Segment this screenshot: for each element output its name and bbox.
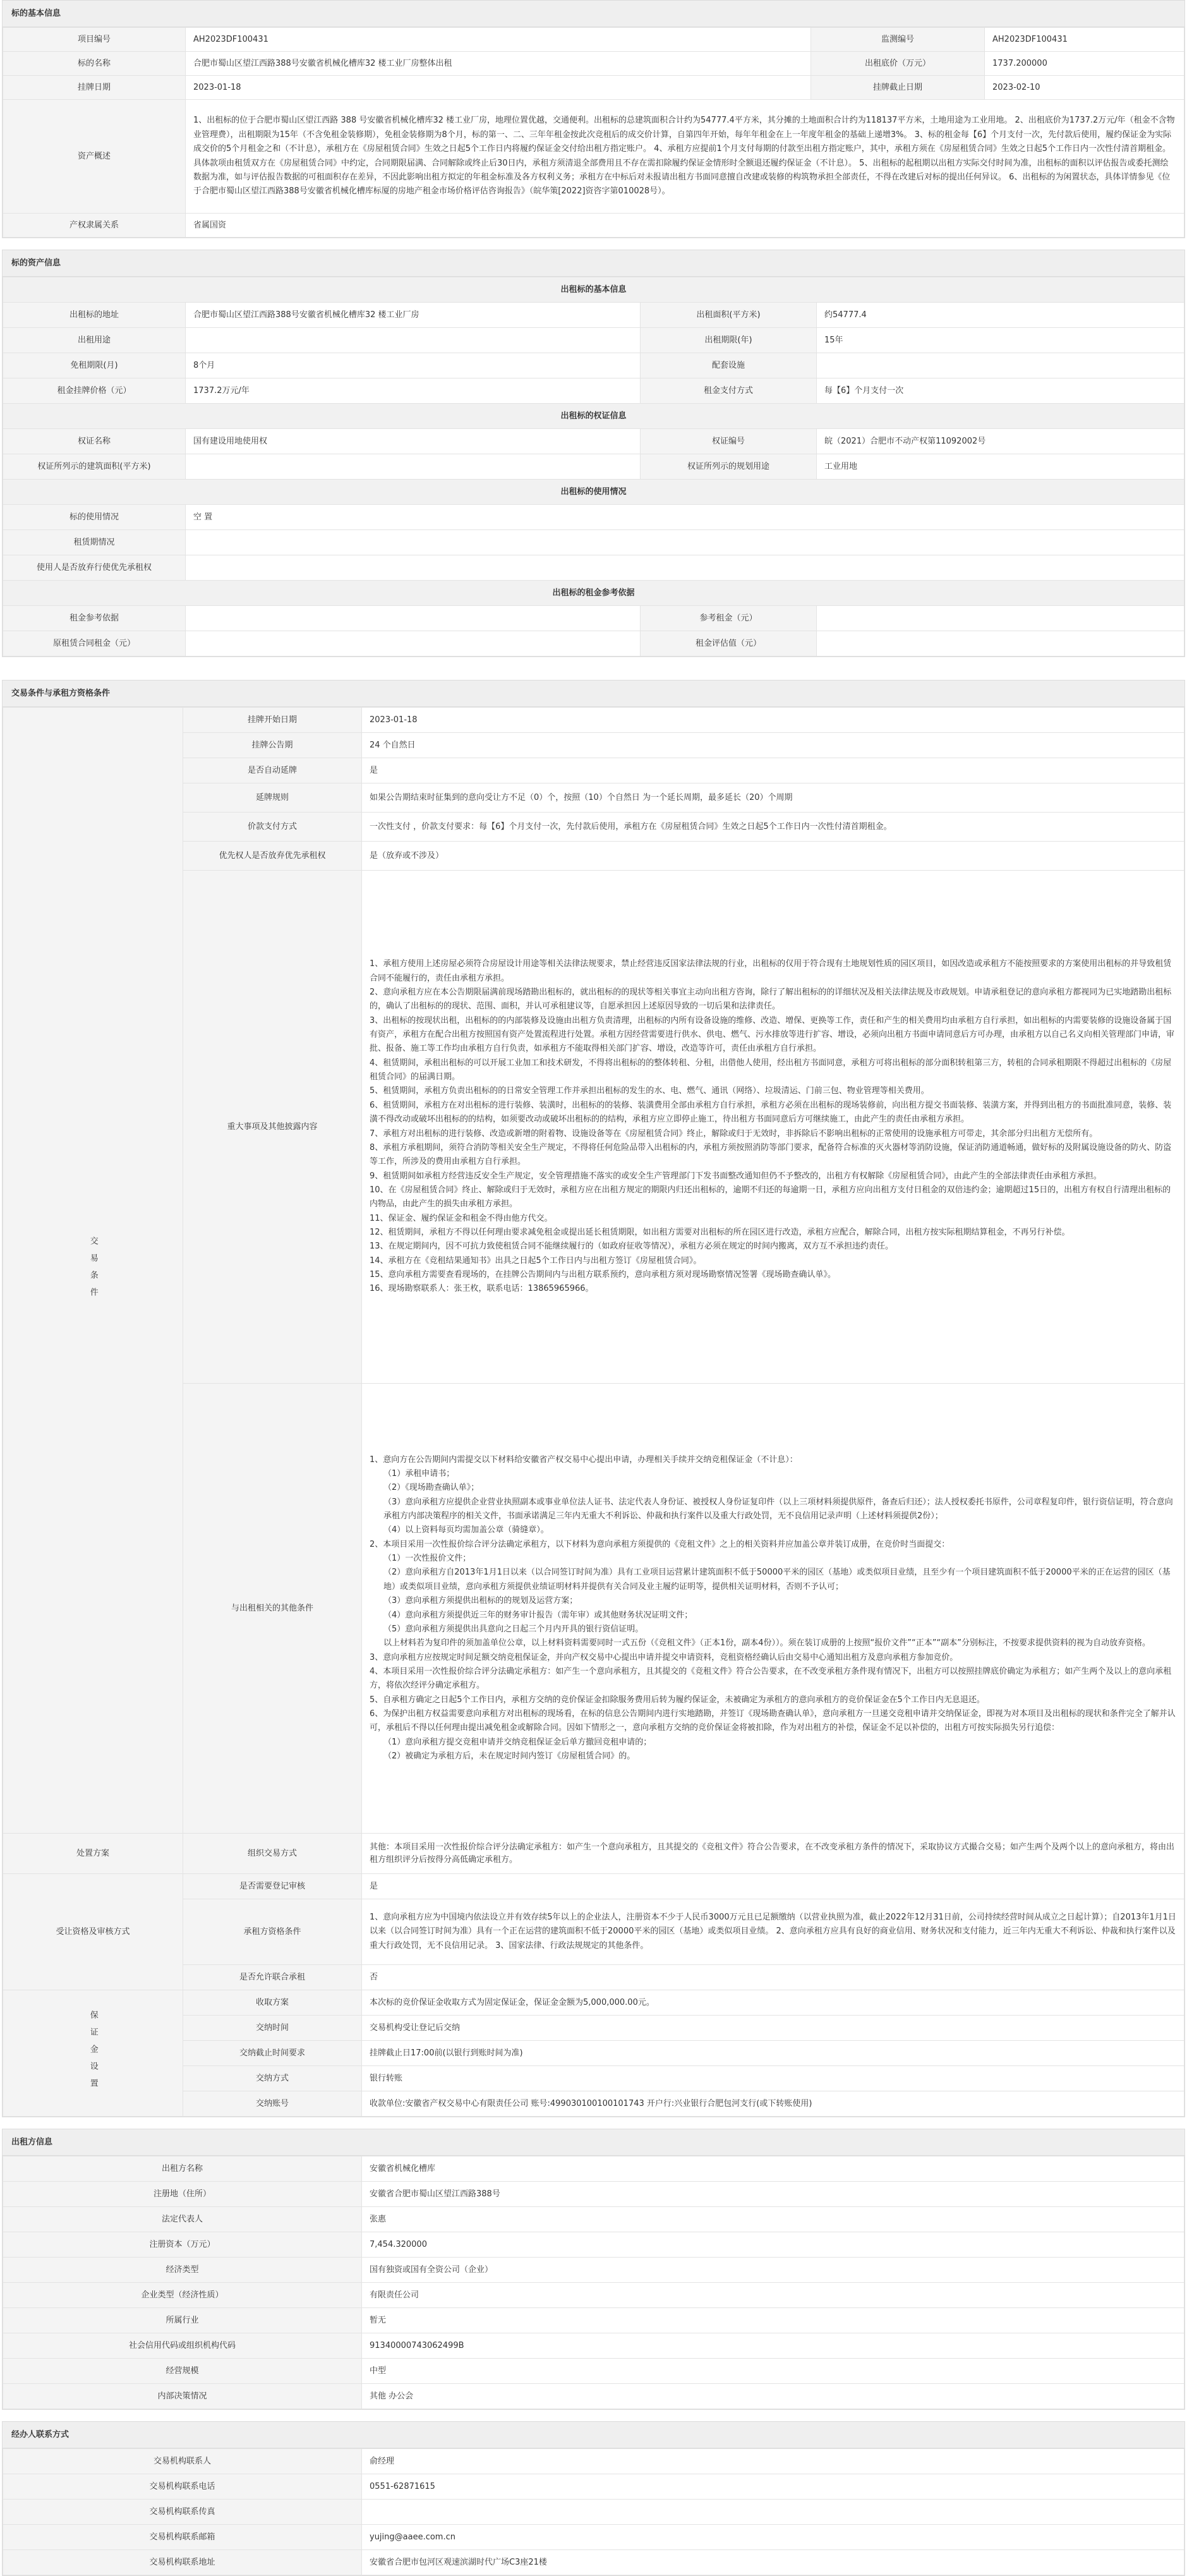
lease-status-label: 租赁期情况: [3, 530, 186, 555]
eval-rent-label: 租金评估值（元）: [641, 631, 817, 656]
use-status-value: 空 置: [186, 505, 1184, 530]
eval-rent-value: [817, 631, 1184, 656]
registered-address-label: 注册地（住所）: [3, 2182, 362, 2207]
listing-end-label: 挂牌截止日期: [811, 76, 985, 100]
orig-rent-value: [186, 631, 641, 656]
contact-section: [2, 2421, 1185, 2576]
decision-value: 其他 办公会: [362, 2384, 1184, 2409]
overview-label: 资产概述: [3, 100, 186, 214]
guarantee-label: 保证金设置: [3, 1990, 183, 2117]
cert-name-label: 权证名称: [3, 429, 186, 454]
legal-rep-value: 张惠: [362, 2207, 1184, 2232]
contact-email-label: 交易机构联系邮箱: [3, 2525, 362, 2550]
lessee-condition-value: 1、意向承租方应为中国境内依法设立并有效存续5年以上的企业法人，注册资本不少于人民币3000万元且已足额缴纳（以营业执照为准，截止2022年12月31日前，公司持续经营时间从成立之日起计算）；自2013年1月1日以来（以合同签订时间为准）具有一个正在运营的建筑面积不低于20000平米的园区（基地）或类似项目业绩。 2、意向承租方应具有良好的商业信用、财务状况和支付能力，近三年内无重大不利诉讼、仲裁和执行案件以及重大行政处罚，无不良信用记录。 3、国家法律、行政法规规定的其他条件。: [362, 1899, 1184, 1965]
asset-info-section: [2, 250, 1185, 657]
registration-label: 是否需要登记审核: [183, 1874, 362, 1899]
section-title: 标的资产信息: [3, 250, 1184, 277]
listing-date-label: 挂牌日期: [3, 76, 186, 100]
joint-lease-label: 是否允许联合承租: [183, 1965, 362, 1990]
subheader-cert: 出租标的权证信息: [3, 404, 1184, 429]
usage-label: 出租用途: [3, 328, 186, 353]
rent-price-label: 租金挂牌价格（元）: [3, 378, 186, 404]
cert-area-value: [186, 454, 641, 480]
extend-rule-label: 延牌规则: [183, 783, 362, 813]
basic-info-section: [2, 0, 1185, 238]
economic-type-value: 国有独资或国有全资公司（企业）: [362, 2258, 1184, 2283]
term-label: 出租期限(年): [641, 328, 817, 353]
cert-no-value: 皖（2021）合肥市不动产权第11092002号: [817, 429, 1184, 454]
section-title: 交易条件与承租方资格条件: [3, 680, 1184, 707]
base-price-value: 1737.200000: [985, 52, 1184, 76]
extend-rule-value: 如果公告期结束时征集到的意向受让方不足（0）个，按照（10）个自然日 为一个延长周期，最多延长（20）个周期: [362, 783, 1184, 813]
lease-status-value: [186, 530, 1184, 555]
overview-value: 1、出租标的位于合肥市蜀山区望江西路 388 号安徽省机械化槽库32 楼工业厂房，地理位置优越，交通便利。出租标的总建筑面积合计约为54777.4平方米，其分摊的土地面积合计约为118137平方米，土地用途为工业用地。 2、出租底价为1737.2万元/年（租金不含物业管理费），出租期限为15年（不含免租金装修期），免租金装修期为8个月，标的第一、二、三年年租金按此次竞租后的成交价计算，自第四年开始，每年年租金在上一年度年租金的基础上递增3%。 3、标的租金每【6】个月支付一次，先付款后使用，履约保证金为实际成交价的5个月租金之和（不计息），承租方在《房屋租赁合同》生效之日起5个工作日内将履约保证金交付给出租方指定账户。 4、承租方应提前1个月支付每期的付款至出租方指定账户，其中，承租方须在《房屋租赁合同》生效之日起5个工作日内一次性付清首期租金。具体款项由租赁双方在《房屋租赁合同》中约定，合同期限届满、合同解除或终止后30日内，承租方须清退全部费用且不存在需扣除履约保证金情形时全额退还履约保证金（不计息）。 5、出租标的起租期以出租方实际交付时间为准，出租标的面积以评估报告或委托测绘数据为准，如与评估报告数据的可租面积存在差异，不因此影响出租方拟定的年租金标准及各方权利义务；承租方在中标后对未报请出租方书面同意擅自改建或装修的构筑物承担全部责任，不得在改建后对标的提出任何异议。 6、出租标的为闲置状态，具体详情参见《位于合肥市蜀山区望江西路388号安徽省机械化槽库标厦的房地产租金市场价格评估咨询报告》（皖华策[2022]资咨字第010028号）。: [186, 100, 1184, 214]
registration-value: 是: [362, 1874, 1184, 1899]
auto-extend-label: 是否自动延牌: [183, 758, 362, 783]
free-period-value: 8个月: [186, 353, 641, 378]
rent-payment-value: 每【6】个月支付一次: [817, 378, 1184, 404]
subheader-usage: 出租标的使用情况: [3, 480, 1184, 505]
collect-plan-label: 收取方案: [183, 1990, 362, 2016]
owner-value: 省属国资: [186, 214, 1184, 238]
section-title: 经办人联系方式: [3, 2422, 1184, 2448]
other-conditions-value: 1、意向方在公告期间内需提交以下材料给安徽省产权交易中心提出申请，办理相关手续并交纳竞租保证金（不计息）： （1）承租申请书； （2）《现场勘查确认单》； （3）意向承租方应提供企业营业执照副本或事业单位法人证书、法定代表人身份证、被授权人身份证复印件（以上三项材料须提供原件，备查后归还）；法人授权委托书原件，公司章程复印件，银行资信证明，符合意向承租方内部决策程序的相关文件，书面承诺满足三年内无重大不利诉讼、仲裁和执行案件以及重大行政处罚，无不良信用记录声明（上述材料须提供2份）； （4）以上资料每页均需加盖公章（骑缝章）。 2、本项目采用一次性报价综合评分法确定承租方，以下材料为意向承租方须提供的《竞租文件》之上的相关资料并应加盖公章并装订成册，在竞价时当面提交： （1）一次性报价文件； （2）意向承租方自2013年1月1日以来（以合同签订时间为准）具有工业项目运营累计建筑面积不低于50000平米的园区（基地）或类似项目业绩，且至少有一个项目建筑面积不低于20000平米的正在运营的园区（基地）或类似项目业绩，意向承租方须提供业绩证明材料并提供有关合同及业主履约证明等，提供相关证明材料，否则不予认可； （3）意向承租方须提供出租标的的规划及运营方案； （4）意向承租方须提供近三年的财务审计报告（需年审）或其他财务状况证明文件； （5）意向承租方须提供出具意向之日起三个月内开具的银行资信证明。 以上材料若为复印件的须加盖单位公章，以上材料资料需要同时一式五份（《竞租文件》（正本1份，副本4份））。须在装订成册的上按照“报价文件”“正本”“副本”分别标注，不按要求提供资料的视为自动放弃资格。 3、意向承租方应按规定时间足额交纳竞租保证金，并向产权交易中心提出申请并提交申请资料，竞租资格经确认后由交易中心通知出租方及意向承租方参加竞价。 4、本项目采用一次性报价综合评分法确定承租方：如产生一个意向承租方，且其提交的《竞租文件》符合公告要求，在不改变承租方条件现有情况下，出租方可以按照挂牌底价确定为承租方；如产生两个及以上的意向承租方，将依次经评分确定承租方。 5、自承租方确定之日起5个工作日内，承租方交纳的竞价保证金扣除服务费用后转为履约保证金，未被确定为承租方的意向承租方的竞价保证金在5个工作日内无息退还。 6、为保护出租方权益需要意向承租方对出租标的现场看，在标的信息公告期间内进行实地踏勘，并签订《现场勘查确认单》，意向承租方一旦递交竞租申请并交纳保证金，即视为对本项目及出租标的现状和条件完全了解并认可，承租后不得以任何理由提出减免租金或解除合同。因如下情形之一，意向承租方交纳的竞价保证金将被扣除，作为对出租方的补偿，保证金不足以补偿的，出租方可按实际损失另行追偿： （1）意向承租方提交竞租申请并交纳竞租保证金后单方撤回竞租申请的； （2）被确定为承租方后，未在规定时间内签订《房屋租赁合同》的。: [362, 1384, 1184, 1834]
listing-date-value: 2023-01-18: [186, 76, 811, 100]
org-method-label: 组织交易方式: [183, 1834, 362, 1874]
rent-payment-label: 租金支付方式: [641, 378, 817, 404]
cert-name-value: 国有建设用地使用权: [186, 429, 641, 454]
enterprise-type-value: 有限责任公司: [362, 2283, 1184, 2308]
industry-value: 暂无: [362, 2308, 1184, 2333]
trade-conditions-section: [2, 680, 1185, 2117]
decision-label: 内部决策情况: [3, 2384, 362, 2409]
owner-label: 产权隶属关系: [3, 214, 186, 238]
legal-rep-label: 法定代表人: [3, 2207, 362, 2232]
cert-area-label: 权证所列示的建筑面积(平方米): [3, 454, 186, 480]
contact-phone-value: 0551-62871615: [362, 2474, 1184, 2500]
pay-account-value: 收款单位:安徽省产权交易中心有限责任公司 账号:499030100100101743 开户行:兴业银行合肥包河支行(或下转账使用): [362, 2091, 1184, 2117]
listing-end-value: 2023-02-10: [985, 76, 1184, 100]
lessee-condition-label: 承租方资格条件: [183, 1899, 362, 1965]
pay-way-label: 交纳方式: [183, 2066, 362, 2091]
cert-no-label: 权证编号: [641, 429, 817, 454]
facilities-value: [817, 353, 1184, 378]
use-status-label: 标的使用情况: [3, 505, 186, 530]
project-no-value: AH2023DF100431: [186, 28, 811, 52]
contact-email-value[interactable]: yujing@aaee.com.cn: [362, 2525, 1184, 2550]
rent-price-value: 1737.2万元/年: [186, 378, 641, 404]
contact-person-value: 俞经理: [362, 2449, 1184, 2474]
address-label: 出租标的地址: [3, 303, 186, 328]
user-priority-value: [186, 555, 1184, 581]
monitor-no-value: AH2023DF100431: [985, 28, 1184, 52]
economic-type-label: 经济类型: [3, 2258, 362, 2283]
registered-address-value: 安徽省合肥市蜀山区望江西路388号: [362, 2182, 1184, 2207]
orig-rent-label: 原租赁合同租金（元）: [3, 631, 186, 656]
pay-time-label: 交纳时间: [183, 2016, 362, 2041]
pay-deadline-value: 挂牌截止日17:00前(以银行到账时间为准): [362, 2041, 1184, 2066]
lessor-name-label: 出租方名称: [3, 2156, 362, 2182]
subheader-reference: 出租标的租金参考依据: [3, 581, 1184, 606]
usage-value: [186, 328, 641, 353]
contact-fax-value: [362, 2500, 1184, 2525]
scale-value: 中型: [362, 2359, 1184, 2384]
major-items-label: 重大事项及其他披露内容: [183, 871, 362, 1384]
priority-waive-value: 是（放弃或不涉及）: [362, 842, 1184, 871]
ref-rent-value: [817, 606, 1184, 631]
org-method-value: 其他：本项目采用一次性报价综合评分法确定承租方：如产生一个意向承租方，且其提交的《竞租文件》符合公告要求，在不改变承租方条件的情况下，采取协议方式撮合交易；如产生两个及两个以上的意向承租方，将由出租方组织评分后按得分高低确定承租方。: [362, 1834, 1184, 1874]
joint-lease-value: 否: [362, 1965, 1184, 1990]
period-value: 24 个自然日: [362, 733, 1184, 758]
cert-usage-value: 工业用地: [817, 454, 1184, 480]
collect-plan-value: 本次标的竞价保证金收取方式为固定保证金，保证金金额为5,000,000.00元。: [362, 1990, 1184, 2016]
trade-conditions-label: 交易条件: [3, 708, 183, 1834]
payment-method-label: 价款支付方式: [183, 813, 362, 842]
pay-time-value: 交易机构受让登记后交纳: [362, 2016, 1184, 2041]
subheader-basic: 出租标的基本信息: [3, 277, 1184, 303]
contact-address-value: 安徽省合肥市包河区观速滨湖时代广场C3座21楼: [362, 2550, 1184, 2575]
payment-method-value: 一次性支付 ，价款支付要求：每【6】个月支付一次，先付款后使用，承租方在《房屋租赁合同》生效之日起5个工作日内一次性付清首期租金。: [362, 813, 1184, 842]
lessor-name-value: 安徽省机械化槽库: [362, 2156, 1184, 2182]
address-value: 合肥市蜀山区望江西路388号安徽省机械化槽库32 楼工业厂房: [186, 303, 641, 328]
qualification-label: 受让资格及审核方式: [3, 1874, 183, 1990]
section-title: 标的基本信息: [3, 1, 1184, 27]
user-priority-label: 使用人是否放弃行使优先承租权: [3, 555, 186, 581]
ref-rent-label: 参考租金（元）: [641, 606, 817, 631]
start-date-label: 挂牌开始日期: [183, 708, 362, 733]
monitor-no-label: 监测编号: [811, 28, 985, 52]
pay-account-label: 交纳账号: [183, 2091, 362, 2117]
cert-usage-label: 权证所列示的规划用途: [641, 454, 817, 480]
free-period-label: 免租期限(月): [3, 353, 186, 378]
contact-person-label: 交易机构联系人: [3, 2449, 362, 2474]
section-title: 出租方信息: [3, 2129, 1184, 2156]
contact-address-label: 交易机构联系地址: [3, 2550, 362, 2575]
industry-label: 所属行业: [3, 2308, 362, 2333]
other-conditions-label: 与出租相关的其他条件: [183, 1384, 362, 1834]
auto-extend-value: 是: [362, 758, 1184, 783]
pay-way-value: 银行转账: [362, 2066, 1184, 2091]
major-items-value: 1、承租方使用上述房屋必须符合房屋设计用途等相关法律法规要求，禁止经营违反国家法律法规的行业，出租标的仅用于符合现有土地规划性质的园区项目，如因改造或承租方不能按照要求的方案使用出租标的并导致租赁合同不能履行的，责任由承租方承担。 2、意向承租方应在本公告期限届满前现场踏勘出租标的，就出租标的的现状等相关事宜主动向出租方咨询，除行了解出租标的的详细状况及相关法律法规及市政规划。申请承租登记的意向承租方都视同为已实地踏勘出租标的，确认了出租标的的现状、范围、面积，并认可承租建议等，自愿承担因上述原因导致的一切后果和法律责任。 3、出租标的按现状出租，出租标的的内部装修及设施由出租方负责清理，出租标的内所有设备设施的维修、改造、增保、更换等工作，责任和产生的相关费用均由承租方自行承担，如出租标的内需要装修的设施设备属于国有资产，承租方在配合出租方按照国有资产处置流程进行处置。承租方因经营需要进行供水、供电、燃气、污水排放等进行扩容、增设，必须向出租方书面申请同意后方可办理，由承租方以自己名义向相关管理部门申请，审批、报备、施工等工作均由承租方自行负责，如承租方不能取得相关部门扩容、增设，改造等许可，责任由承租方自行承担。 4、租赁期间，承租出租标的可以开展工业加工和技术研发，不得将出租标的的整体转租、分租，出借他人使用，经出租方书面同意，承租方可将出租标的部分面积转租第三方，转租的合同承租期限不得超过出租标的《房屋租赁合同》的届满日期。 5、租赁期间，承租方负责出租标的的日常安全管理工作并承担出租标的发生的水、电、燃气、通讯（网络）、垃圾清运、门前三包、物业管理等相关费用。 6、租赁期间，承租方在对出租标的进行装修、装潢时，出租标的的装修、装潢费用全部由承租方自行承担，承租方必须在出租标的现场装修前，向出租方提交书面装修、装潢方案，并得到出租方的书面批准同意，装修、装潢不得改动或破坏出租标的的结构，如须要改动或破坏出租标的的结构，承租方应立即停止施工，待出租方书面同意后方可继续施工，由此产生的责任由承租方承担。 7、承租方对出租标的进行装修、改造或新增的附着物、设施设备等在《房屋租赁合同》终止，解除或归于无效时，非拆除后不影响出租标的正常使用的设施承租方可带走，其余部分归出租方无偿所有。 8、承租方承租期间，须符合消防等相关安全生产规定，不得将任何危险品带入出租标的内，承租方须按照消防等部门要求，配备符合标准的灭火器材等消防设施，保证消防通道畅通，做好标的及附属设施设备的防火、防盗等工作，所涉及的费用由承租方自行承担。 9、租赁期间如承租方经营违反安全生产规定，安全管理措施不落实的或安全生产管理部门下发书面整改通知但仍不予整改的，出租方有权解除《房屋租赁合同》，由此产生的全部法律责任由承租方承担。 10、在《房屋租赁合同》终止、解除或归于无效时，承租方应在出租方规定的期限内归还出租标的，逾期不归还的每逾期一日，承租方应向出租方支付日租金的双倍违约金；逾期超过15日的，出租方有权自行清理出租标的内物品，由此产生的损失由承租方承担。 11、保证金、履约保证金和租金不得由他方代交。 12、租赁期间，承租方不得以任何理由要求减免租金或提出延长租赁期限，如出租方需要对出租标的所在园区进行改造，承租方应配合，解除合同，出租方按实际租期结算租金，不再另行补偿。 13、在规定期间内，因不可抗力致使租赁合同不能继续履行的（如政府征收等情况），承租方必须在规定的时间内搬离，双方互不承担违约责任。 14、承租方在《竞租结果通知书》出具之日起5个工作日内与出租方签订《房屋租赁合同》。 15、意向承租方需要查看现场的，在挂牌公告期间内与出租方联系预约，意向承租方须对现场勘察情况签署《现场勘查确认单》。 16、现场勘察联系人：张王枚，联系电话：13865965966。: [362, 871, 1184, 1384]
pay-deadline-label: 交纳截止时间要求: [183, 2041, 362, 2066]
target-name-value: 合肥市蜀山区望江西路388号安徽省机械化槽库32 楼工业厂房整体出租: [186, 52, 811, 76]
ref-basis-value: [186, 606, 641, 631]
contact-phone-label: 交易机构联系电话: [3, 2474, 362, 2500]
base-price-label: 出租底价（万元）: [811, 52, 985, 76]
start-date-value: 2023-01-18: [362, 708, 1184, 733]
reg-capital-label: 注册资本（万元）: [3, 2232, 362, 2258]
reg-capital-value: 7,454.320000: [362, 2232, 1184, 2258]
priority-waive-label: 优先权人是否放弃优先承租权: [183, 842, 362, 871]
lessor-info-section: [2, 2129, 1185, 2410]
area-label: 出租面积(平方米): [641, 303, 817, 328]
area-value: 约54777.4: [817, 303, 1184, 328]
term-value: 15年: [817, 328, 1184, 353]
period-label: 挂牌公告期: [183, 733, 362, 758]
credit-code-label: 社会信用代码或组织机构代码: [3, 2333, 362, 2359]
contact-fax-label: 交易机构联系传真: [3, 2500, 362, 2525]
ref-basis-label: 租金参考依据: [3, 606, 186, 631]
scale-label: 经营规模: [3, 2359, 362, 2384]
credit-code-value: 91340000743062499B: [362, 2333, 1184, 2359]
target-name-label: 标的名称: [3, 52, 186, 76]
enterprise-type-label: 企业类型（经济性质）: [3, 2283, 362, 2308]
facilities-label: 配套设施: [641, 353, 817, 378]
dispose-label: 处置方案: [3, 1834, 183, 1874]
project-no-label: 项目编号: [3, 28, 186, 52]
